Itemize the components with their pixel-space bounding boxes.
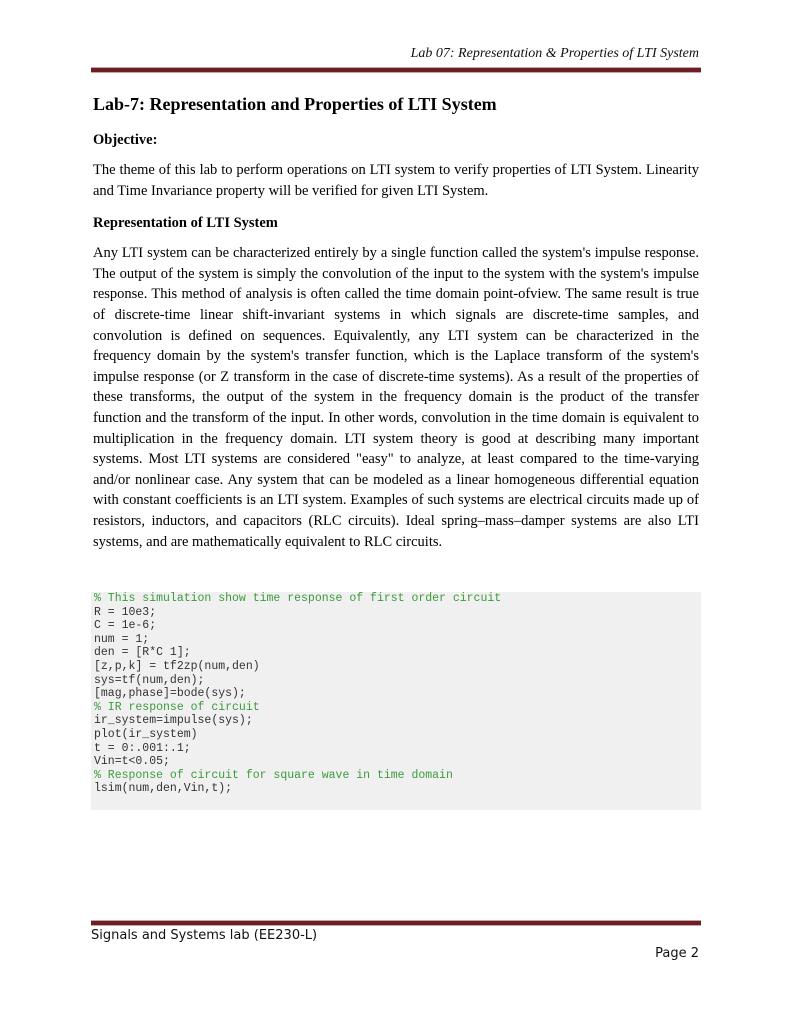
section-heading-objective: Objective: <box>93 132 158 148</box>
footer-rule <box>91 920 701 926</box>
section-heading-representation: Representation of LTI System <box>93 215 278 232</box>
code-comment: % IR response of circuit <box>94 700 260 714</box>
code-comment: % Response of circuit for square wave in time domain <box>94 768 453 782</box>
code-line: [z,p,k] = tf2zp(num,den) <box>94 659 260 673</box>
code-line: t = 0:.001:.1; <box>94 741 191 755</box>
code-line: lsim(num,den,Vin,t); <box>94 782 233 796</box>
code-line: num = 1; <box>94 632 150 646</box>
page-number: Page 2 <box>655 946 699 961</box>
code-line: den = [R*C 1]; <box>94 646 191 660</box>
code-line: [mag,phase]=bode(sys); <box>94 687 246 701</box>
content-area <box>93 92 699 564</box>
code-block <box>91 592 701 810</box>
code-comment: % This simulation show time response of first order circuit <box>94 592 502 605</box>
code-line: Vin=t<0.05; <box>94 755 170 769</box>
code-line: ir_system=impulse(sys); <box>94 714 253 728</box>
objective-paragraph: The theme of this lab to perform operations on LTI system to verify properties of LTI System. Linearity and Time Invariance property will be verified for given LTI System. <box>93 162 699 199</box>
code-line: C = 1e-6; <box>94 619 157 633</box>
header-rule <box>91 67 701 73</box>
code-line: R = 10e3; <box>94 605 157 619</box>
page-title: Lab-7: Representation and Properties of LTI System <box>93 94 497 114</box>
running-header: Lab 07: Representation & Properties of LTI System <box>410 46 699 61</box>
representation-paragraph: Any LTI system can be characterized entirely by a single function called the system's impulse response. The output of the system is simply the convolution of the input to the system with the system's impulse response. This method of analysis is often called the time domain point-ofview. The same result is true of discrete-time linear shift-invariant systems in which signals are discrete-time samples, and convolution is defined on sequences. Equivalently, any LTI system can be characterized in the frequency domain by the system's transfer function, which is the Laplace transform of the system's impulse response (or Z transform in the case of discrete-time systems). As a result of the properties of these transforms, the output of the system in the frequency domain is the product of the transfer function and the transform of the input. In other words, convolution in the time domain is equivalent to multiplication in the frequency domain. LTI system theory is good at describing many important systems. Most LTI systems are considered "easy" to analyze, at least compared to the time-varying and/or nonlinear case. Any system that can be modeled as a linear homogeneous differential equation with constant coefficients is an LTI system. Examples of such systems are electrical circuits made up of resistors, inductors, and capacitors (RLC circuits). Ideal spring–mass–damper systems are also LTI systems, and are mathematically equivalent to RLC circuits. <box>93 245 699 550</box>
code-line: sys=tf(num,den); <box>94 673 205 687</box>
footer-course: Signals and Systems lab (EE230-L) <box>91 928 318 943</box>
code-line: plot(ir_system) <box>94 727 198 741</box>
